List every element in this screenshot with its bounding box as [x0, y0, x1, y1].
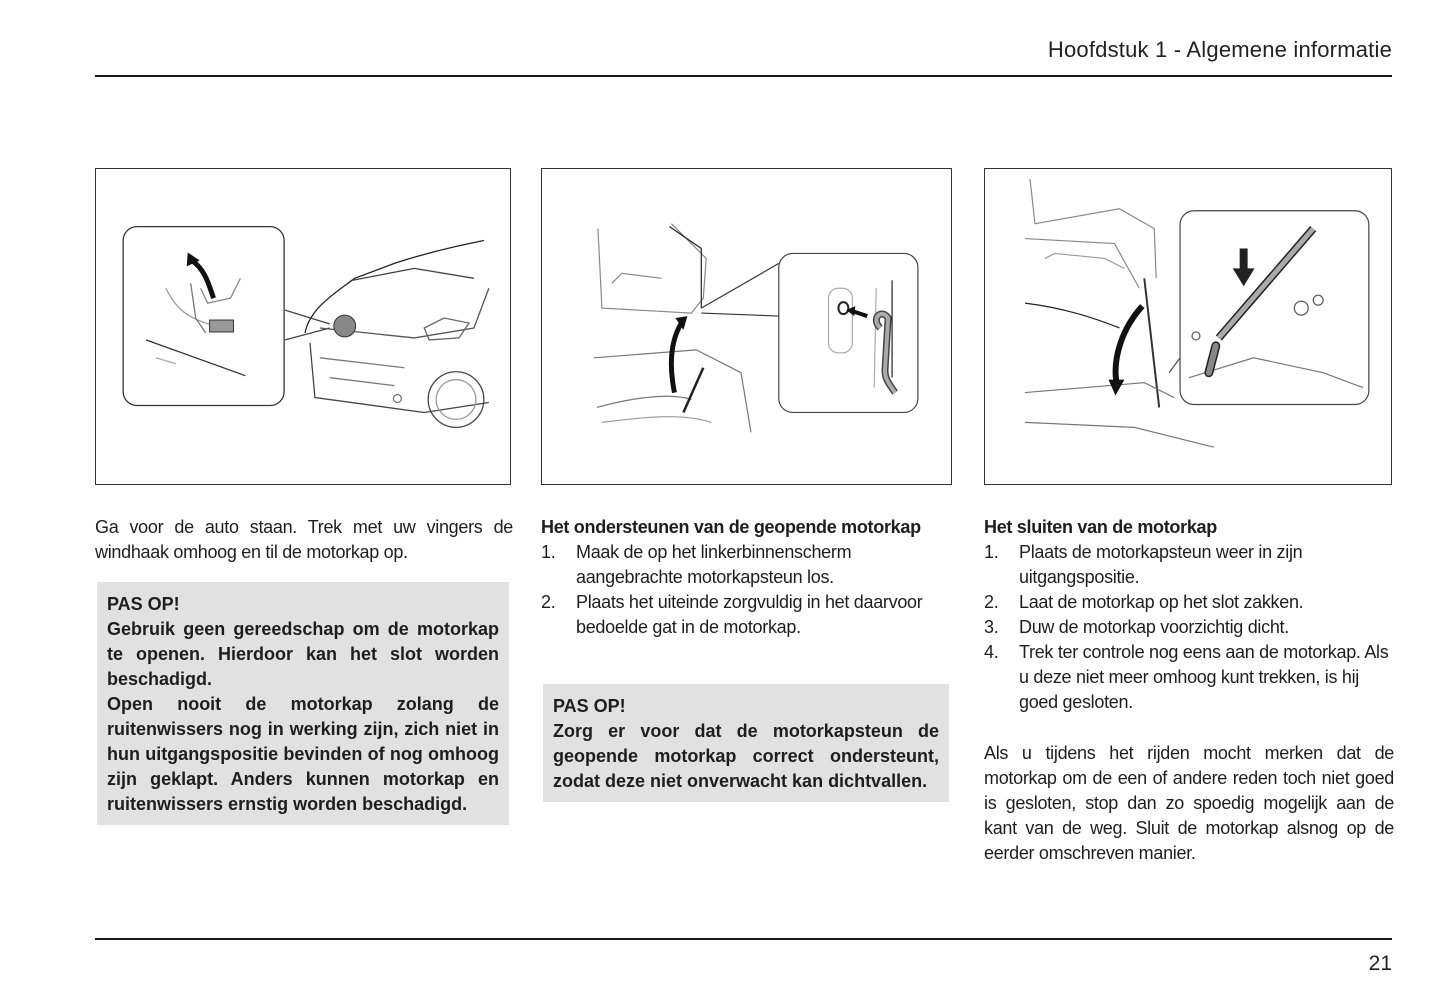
step-text: Maak de op het linkerbinnenscherm aangebrachte motorkapsteun los.: [576, 542, 852, 587]
step-text: Trek ter controle nog eens aan de motorkap. Als u deze niet meer omhoog kunt trekken, is hij goed gesloten.: [1019, 642, 1389, 712]
list-item: [984, 590, 1394, 615]
warning-title: PAS OP!: [107, 594, 180, 614]
footer-rule: [95, 938, 1392, 940]
open-hood-intro: Ga voor de auto staan. Trek met uw vingers de windhaak omhoog en til de motorkap op.: [95, 517, 513, 562]
figure-open-hood-release: [95, 168, 511, 485]
column-close-hood: [984, 515, 1394, 866]
column-open-hood: [95, 515, 513, 565]
hood-release-illustration: [96, 169, 510, 484]
list-item: [984, 640, 1394, 715]
warning-text-support: Zorg er voor dat de motorkapsteun de geopende motorkap correct ondersteunt, zodat deze niet onverwacht kan dichtvallen.: [553, 721, 939, 791]
warning-box-open-hood: [97, 582, 509, 825]
page-header-title: Hoofdstuk 1 - Algemene informatie: [1047, 37, 1392, 62]
warning-box-support: [543, 684, 949, 802]
step-number: 1.: [984, 542, 999, 562]
step-number: 4.: [984, 642, 999, 662]
warning-text-wipers: Open nooit de motorkap zolang de ruitenwissers nog in werking zijn, zich niet in hun uitgangspositie bevinden of nog omhoog zijn geklapt. Anders kunnen motorkap en ruitenwissers ernstig worden beschadigd.: [107, 694, 499, 814]
page-number: 21: [1368, 952, 1392, 975]
list-item: [984, 540, 1394, 590]
support-steps-list: [541, 540, 953, 640]
close-hood-note: Als u tijdens het rijden mocht merken dat de motorkap om de een of andere reden toch niet goed is gesloten, stop dan zo spoedig mogelijk aan de kant van de weg. Sluit de motorkap alsnog op de eerder omschreven manier.: [984, 743, 1394, 863]
close-steps-list: [984, 540, 1394, 715]
step-number: 2.: [541, 592, 556, 612]
step-text: Plaats het uiteinde zorgvuldig in het daarvoor bedoelde gat in de motorkap.: [576, 592, 923, 637]
column-support-hood: [541, 515, 953, 640]
step-number: 3.: [984, 617, 999, 637]
section-heading-close: Het sluiten van de motorkap: [984, 517, 1217, 537]
inset-frame: [123, 227, 284, 406]
step-text: Duw de motorkap voorzichtig dicht.: [1019, 617, 1289, 637]
hood-support-illustration: [542, 169, 951, 484]
close-hood-illustration: [985, 169, 1391, 484]
step-number: 1.: [541, 542, 556, 562]
step-text: Laat de motorkap op het slot zakken.: [1019, 592, 1304, 612]
list-item: [541, 540, 953, 590]
figure-close-hood: [984, 168, 1392, 485]
list-item: [541, 590, 953, 640]
step-number: 2.: [984, 592, 999, 612]
step-text: Plaats de motorkapsteun weer in zijn uitgangspositie.: [1019, 542, 1303, 587]
section-heading-support: Het ondersteunen van de geopende motorkap: [541, 517, 921, 537]
inset-frame: [779, 253, 918, 412]
list-item: [984, 615, 1394, 640]
warning-text-tools: Gebruik geen gereedschap om de motorkap te openen. Hierdoor kan het slot worden beschadigd.: [107, 619, 499, 689]
spacer: [984, 715, 1394, 741]
warning-title: PAS OP!: [553, 696, 626, 716]
figure-hood-support-rod: [541, 168, 952, 485]
header-rule: [95, 75, 1392, 77]
